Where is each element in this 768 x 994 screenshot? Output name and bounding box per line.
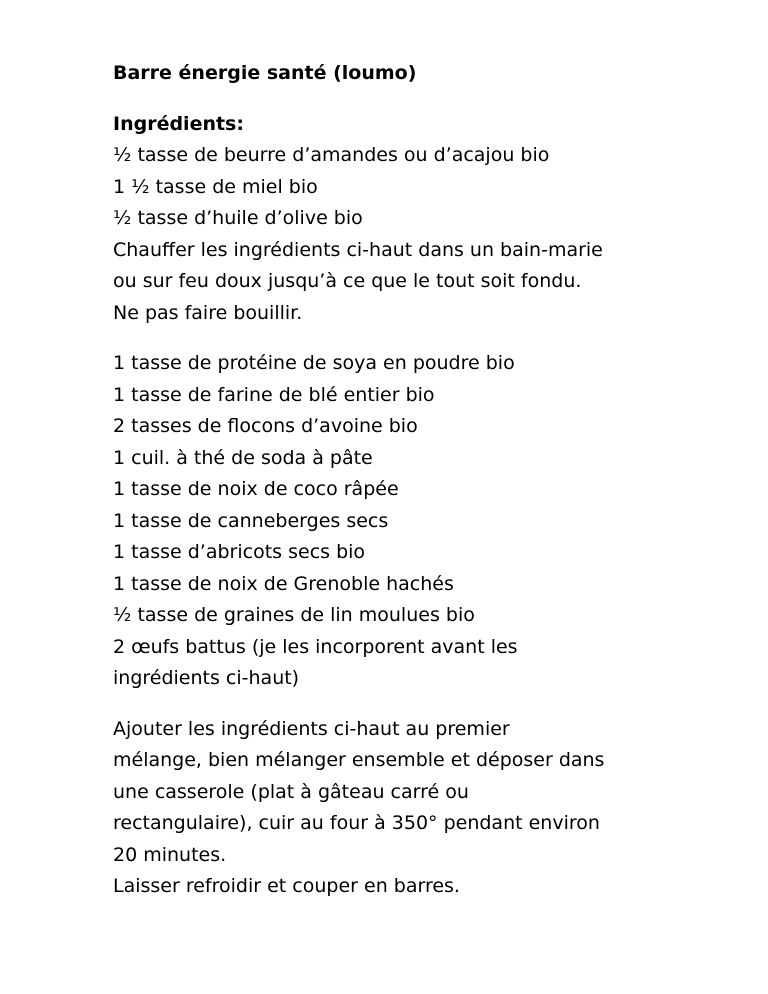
ingredient-line: 2 œufs battus (je les incorporent avant les <box>113 635 518 658</box>
ingredient-line: ½ tasse d’huile d’olive bio <box>113 207 363 229</box>
ingredient-line: 1 tasse de canneberges secs <box>113 509 389 532</box>
second-ingredient-group <box>113 348 713 695</box>
instruction-line: Ne pas faire bouillir. <box>113 301 303 324</box>
recipe-title: Barre énergie santé (loumo) <box>113 62 417 84</box>
ingredient-line: ½ tasse de beurre d’amandes ou d’acajou bio <box>113 144 550 166</box>
instruction-line: Chauffer les ingrédients ci-haut dans un bain-marie <box>113 238 603 261</box>
instruction-line: ou sur feu doux jusqu’à ce que le tout soit fondu. <box>113 270 582 292</box>
instruction-line: 20 minutes. <box>113 843 227 866</box>
ingredient-line: 1 tasse de noix de coco râpée <box>113 478 399 500</box>
ingredient-line: ½ tasse de graines de lin moulues bio <box>113 604 475 626</box>
ingredient-line: 1 tasse de farine de blé entier bio <box>113 383 435 406</box>
ingredient-line: 1 tasse d’abricots secs bio <box>113 541 366 563</box>
first-ingredient-group <box>113 109 713 330</box>
ingredient-line: 1 tasse de noix de Grenoble hachés <box>113 572 454 595</box>
ingredient-line: 1 cuil. à thé de soda à pâte <box>113 446 373 469</box>
instruction-line: Laisser refroidir et couper en barres. <box>113 875 460 897</box>
ingredient-line: ingrédients ci-haut) <box>113 667 300 689</box>
ingredients-heading: Ingrédients: <box>113 112 244 135</box>
instruction-line: mélange, bien mélanger ensemble et déposer dans <box>113 749 605 771</box>
instruction-line: rectangulaire), cuir au four à 350° pendant environ <box>113 812 600 834</box>
recipe-document <box>113 58 713 922</box>
ingredient-line: 2 tasses de flocons d’avoine bio <box>113 415 418 437</box>
instruction-line: une casserole (plat à gâteau carré ou <box>113 780 469 803</box>
preparation-instructions <box>113 714 713 903</box>
ingredient-line: 1 tasse de protéine de soya en poudre bio <box>113 352 515 374</box>
ingredient-line: 1 ½ tasse de miel bio <box>113 175 318 198</box>
instruction-line: Ajouter les ingrédients ci-haut au premier <box>113 717 510 740</box>
